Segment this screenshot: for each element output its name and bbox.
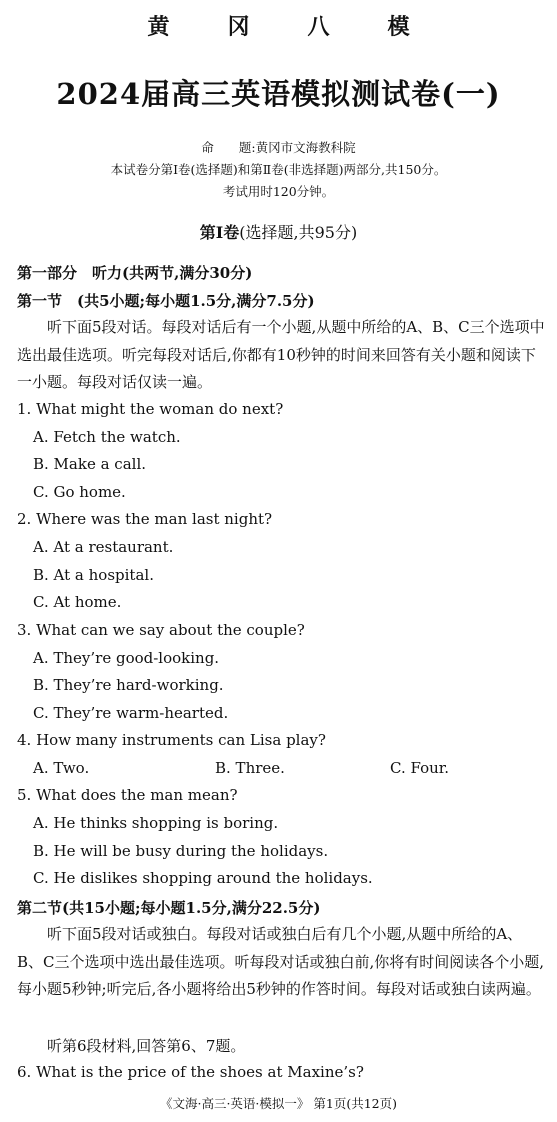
exam-series: 黄冈八模 [147, 14, 468, 40]
question-5-option-b: B. He will be busy during the holidays. [33, 842, 329, 860]
section2-heading: 第二节(共15小题;每小题1.5分,满分22.5分) [17, 899, 321, 917]
question-1-option-b: B. Make a call. [33, 455, 147, 473]
exam-title: 2024届高三英语模拟测试卷(一) [56, 77, 501, 111]
question-1-option-a: A. Fetch the watch. [33, 428, 181, 446]
material-note: 听第6段材料,回答第6、7题。 [47, 1037, 246, 1055]
exam-time-line: 考试用时120分钟。 [222, 184, 335, 199]
question-3-option-a: A. They’re good-looking. [33, 649, 220, 667]
question-4-option-b: B. Three. [215, 759, 285, 777]
question-5-option-a: A. He thinks shopping is boring. [33, 814, 279, 832]
question-4-option-c: C. Four. [390, 759, 450, 777]
author-line: 命 题:黄冈市文海教科院 [201, 140, 356, 155]
question-1: 1. What might the woman do next? [17, 400, 284, 418]
part-one-label: 第Ⅰ卷 [199, 223, 240, 242]
listening-heading: 第一部分 听力(共两节,满分30分) [17, 264, 253, 282]
section1-heading: 第一节 (共5小题;每小题1.5分,满分7.5分) [17, 292, 315, 310]
question-3-option-c: C. They’re warm-hearted. [33, 704, 229, 722]
question-3-option-b: B. They’re hard-working. [33, 676, 224, 694]
section1-instruction: 听下面5段对话。每段对话后有一个小题,从题中所给的A、B、C三个选项中选出最佳选项。听完每段对话后,你都有10秒钟的时间来回答有关小题和阅读下一小题。每段对话仅读一遍。 [17, 318, 545, 391]
question-5: 5. What does the man mean? [17, 786, 238, 804]
part-one-title [0, 220, 557, 243]
question-2-option-b: B. At a hospital. [33, 566, 154, 584]
page-footer: 《文海·高三·英语·模拟一》 第1页(共12页) [159, 1096, 397, 1111]
question-1-option-c: C. Go home. [33, 483, 126, 501]
question-4-option-a: A. Two. [33, 759, 90, 777]
question-6: 6. What is the price of the shoes at Maxine’s? [17, 1063, 364, 1081]
question-2-option-c: C. At home. [33, 593, 122, 611]
question-4: 4. How many instruments can Lisa play? [17, 731, 326, 749]
question-5-option-c: C. He dislikes shopping around the holidays. [33, 869, 373, 887]
section2-instruction: 听下面5段对话或独白。每段对话或独白后有几个小题,从题中所给的A、B、C三个选项中选出最佳选项。听每段对话或独白前,你将有时间阅读各个小题,每小题5秒钟;听完后,各小题将给出5秒钟的作答时间。每段对话或独白读两遍。 [17, 925, 545, 998]
question-2-option-a: A. At a restaurant. [33, 538, 174, 556]
exam-info-line: 本试卷分第Ⅰ卷(选择题)和第Ⅱ卷(非选择题)两部分,共150分。 [110, 162, 447, 177]
question-2: 2. Where was the man last night? [17, 510, 273, 528]
question-3: 3. What can we say about the couple? [17, 621, 305, 639]
part-one-subtitle: (选择题,共95分) [239, 223, 358, 242]
